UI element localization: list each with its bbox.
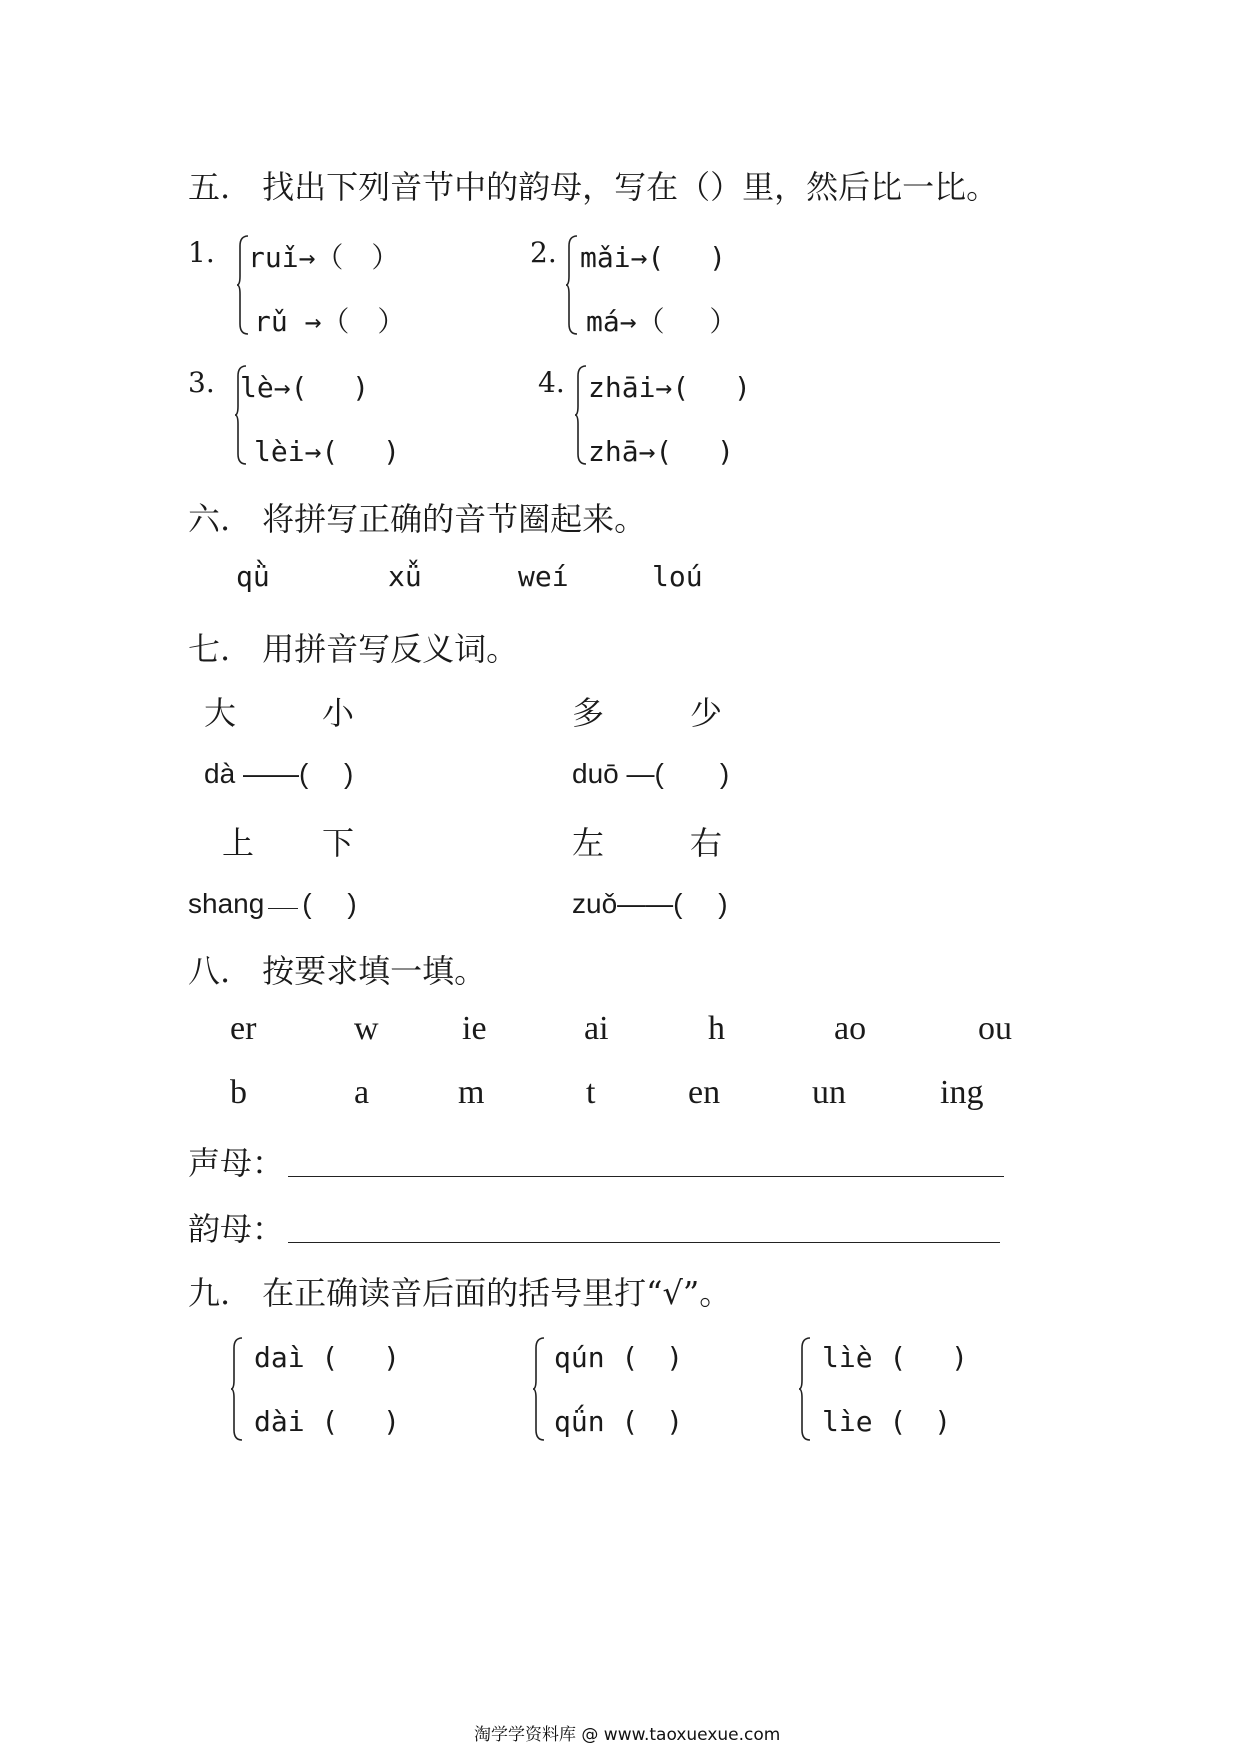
letter-item: ao	[834, 1010, 867, 1047]
antonym-char: 少	[690, 694, 723, 732]
brace-icon	[574, 364, 588, 466]
section-5-title: 五. 找出下列音节中的韵母，写在（）里，然后比一比。	[188, 168, 999, 206]
letter-item: h	[708, 1010, 725, 1047]
yunmu-label: 韵母：	[188, 1210, 285, 1248]
footer-watermark: 淘学学资料库 @ www.taoxuexue.com	[474, 1725, 781, 1745]
pinyin-text: shang	[188, 888, 265, 919]
letter-item: t	[586, 1074, 596, 1111]
syllable-answer: zhāi→( )	[588, 371, 751, 404]
section-7-title: 七. 用拼音写反义词。	[188, 630, 519, 668]
brace-icon	[532, 1336, 546, 1442]
brace-icon	[230, 1336, 244, 1442]
pronunciation-option[interactable]: qún ( )	[554, 1341, 684, 1374]
section-9-title: 九. 在正确读音后面的括号里打“√”。	[188, 1274, 732, 1312]
syllable-answer: má→（ ）	[586, 305, 738, 338]
syllable-answer: lè→( )	[240, 371, 370, 404]
item-number: 1.	[188, 236, 215, 269]
pronunciation-option[interactable]: lìe ( )	[822, 1405, 952, 1438]
letter-item: a	[354, 1074, 370, 1111]
antonym-char: 左	[572, 824, 605, 862]
answer-blank[interactable]: ——( )	[617, 888, 728, 919]
item-number: 3.	[188, 366, 215, 399]
pinyin-text: duō	[572, 758, 619, 789]
item-number: 2.	[530, 236, 557, 269]
letter-item: er	[230, 1010, 257, 1047]
item-number: 4.	[538, 366, 565, 399]
yunmu-answer-line[interactable]	[288, 1242, 1000, 1243]
antonym-char: 大	[204, 694, 237, 732]
syllable-answer: rǔ →（ ）	[254, 305, 406, 338]
antonym-char: 上	[222, 824, 255, 862]
antonym-pinyin	[204, 752, 353, 792]
letter-item: un	[812, 1074, 846, 1111]
syllable-option[interactable]: loú	[652, 560, 703, 593]
section-8-title: 八. 按要求填一填。	[188, 952, 487, 990]
syllable-answer: lèi→( )	[254, 435, 401, 468]
pronunciation-option[interactable]: lìè ( )	[822, 1341, 969, 1374]
letter-item: m	[458, 1074, 485, 1111]
syllable-answer: zhā→( )	[588, 435, 735, 468]
pronunciation-option[interactable]: daì ( )	[254, 1341, 401, 1374]
brace-icon	[565, 234, 579, 336]
answer-blank[interactable]: —( )	[626, 758, 730, 789]
syllable-option[interactable]: weí	[518, 560, 569, 593]
short-underline	[268, 908, 298, 909]
syllable-option[interactable]: xǚ	[388, 560, 422, 593]
shengmu-answer-line[interactable]	[288, 1176, 1004, 1177]
letter-item: w	[354, 1010, 379, 1047]
shengmu-label: 声母：	[188, 1144, 285, 1182]
antonym-char: 多	[572, 694, 605, 732]
brace-icon	[798, 1336, 812, 1442]
letter-item: ai	[584, 1010, 609, 1047]
pronunciation-option[interactable]: qǘn ( )	[554, 1405, 684, 1438]
pronunciation-option[interactable]: dài ( )	[254, 1405, 401, 1438]
answer-blank[interactable]: ——( )	[242, 758, 354, 789]
syllable-answer: mǎi→( )	[580, 241, 727, 274]
letter-item: ou	[978, 1010, 1012, 1047]
letter-item: ing	[940, 1074, 984, 1111]
letter-item: b	[230, 1074, 247, 1111]
antonym-char: 右	[690, 824, 723, 862]
antonym-pinyin	[572, 882, 728, 922]
answer-blank[interactable]: ( )	[302, 888, 357, 919]
antonym-char: 下	[322, 824, 355, 862]
pinyin-text: zuǒ	[572, 888, 618, 919]
antonym-char: 小	[322, 694, 355, 732]
syllable-option[interactable]: qǜ	[236, 560, 270, 593]
section-6-title: 六. 将拼写正确的音节圈起来。	[188, 500, 647, 538]
syllable-answer: ruǐ→（ ）	[248, 241, 400, 274]
letter-item: ie	[462, 1010, 487, 1047]
letter-item: en	[688, 1074, 721, 1111]
antonym-pinyin	[188, 882, 357, 922]
pinyin-text: dà	[204, 758, 236, 789]
antonym-pinyin	[572, 752, 729, 792]
